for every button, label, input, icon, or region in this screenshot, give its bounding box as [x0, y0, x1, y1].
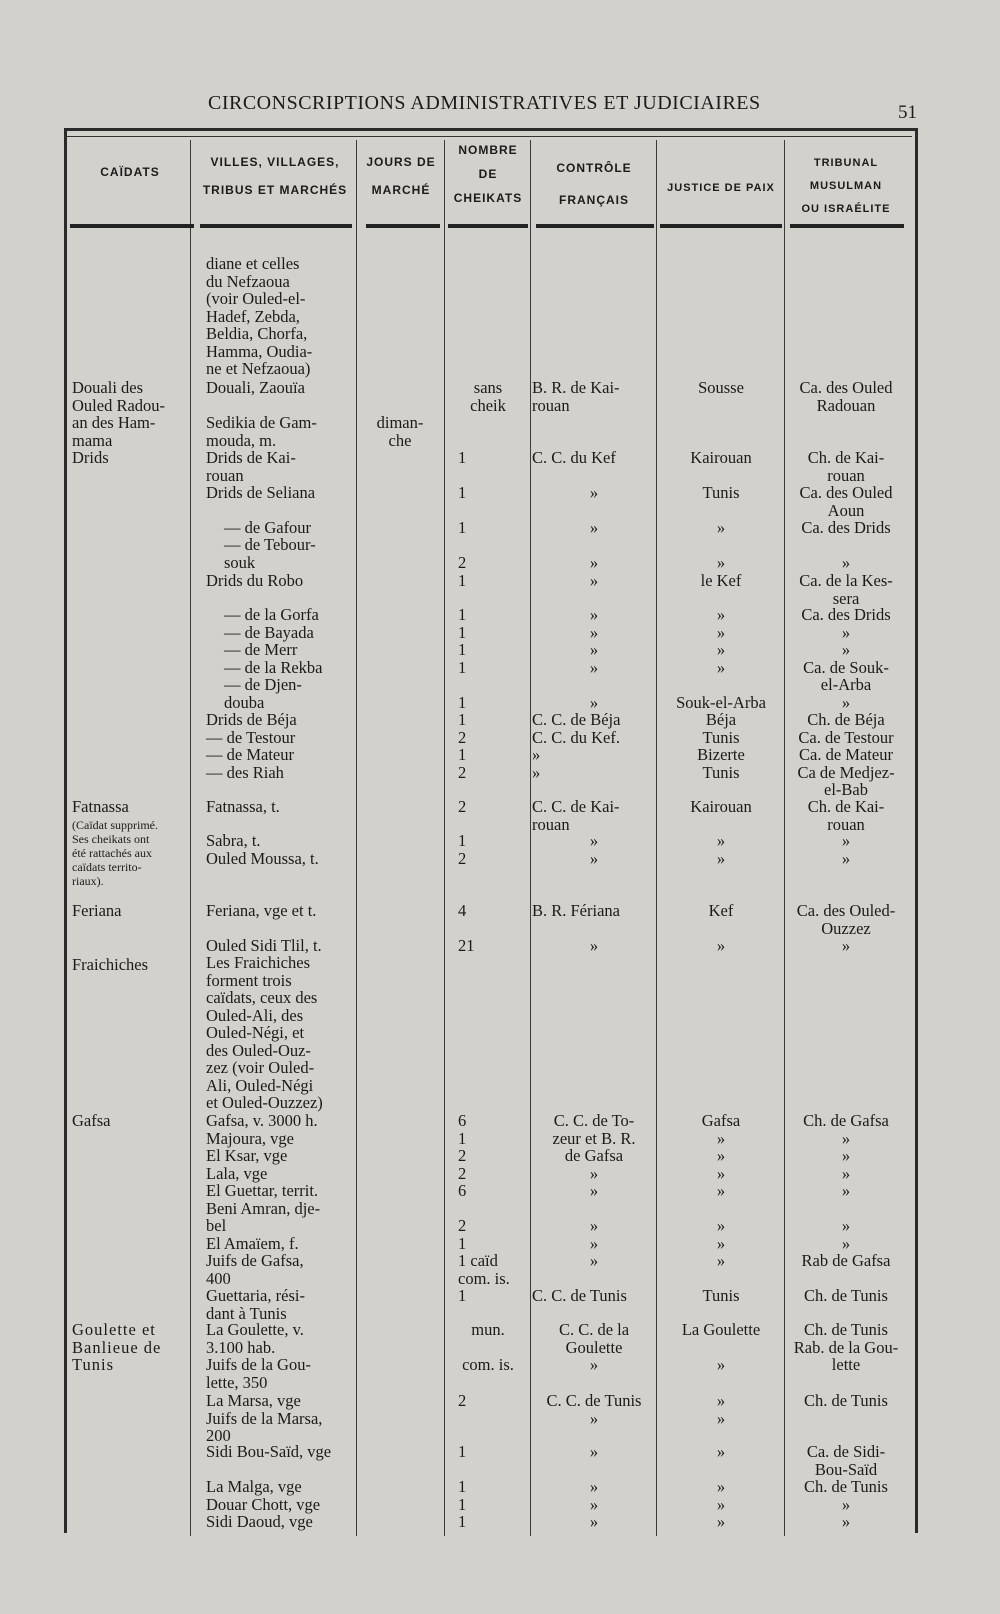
cell-jours: diman- che	[376, 413, 424, 450]
cell-tribunal: Ca. des Ouled Radouan	[799, 378, 893, 415]
cell-nombre: mun. com. is.	[462, 1320, 514, 1374]
header-villes: VILLES, VILLAGES, TRIBUS ET MARCHÉS	[202, 155, 348, 197]
column-divider	[356, 140, 357, 1536]
cell-justice: Tunis	[702, 1286, 740, 1305]
cell-nombre: 1 1 1 1	[458, 605, 467, 677]
cell-tribunal: Ch. de Tunis	[804, 1286, 888, 1305]
cell-villes: Sidi Bou-Saïd, vge	[206, 1442, 332, 1461]
cell-villes: Feriana, vge et t.	[206, 901, 317, 920]
cell-justice: » » » »	[716, 605, 726, 677]
cell-nombre: 2	[458, 1391, 467, 1410]
cell-nombre: 1	[458, 518, 467, 537]
header-rule	[536, 224, 654, 228]
cell-villes: Sabra, t. Ouled Moussa, t.	[206, 831, 319, 868]
header-rule	[448, 224, 528, 228]
cell-nombre: 1	[458, 571, 467, 590]
cell-controle: »	[589, 552, 599, 572]
cell-villes: Douali, Zaouïa Sedikia de Gam- mouda, m.	[206, 378, 317, 450]
cell-controle: C. C. de Kai- rouan	[532, 797, 620, 834]
cell-nombre: 1	[458, 692, 467, 712]
cell-caidat: Douali des Ouled Radou- an des Ham- mama	[72, 378, 166, 450]
cell-villes: Fatnassa, t.	[206, 797, 280, 816]
cell-nombre: 4	[458, 901, 467, 920]
cell-tribunal: Ch. de Gafsa » » » » » » Rab de Gafsa	[801, 1111, 891, 1270]
cell-justice: La Goulette »	[681, 1320, 761, 1374]
cell-tribunal: Ca. de la Kes- sera	[799, 571, 893, 608]
cell-villes: — de Tebour- souk	[224, 535, 316, 572]
cell-caidat-note: (Caïdat supprimé. Ses cheikats ont été rattachés aux caïdats territo- riaux).	[72, 818, 158, 888]
column-divider	[784, 140, 785, 1536]
cell-villes: Drids de Kai- rouan	[206, 448, 296, 485]
cell-villes: Drids de Béja — de Testour — de Mateur — des Riah	[206, 710, 297, 782]
cell-justice: »	[716, 936, 726, 955]
cell-villes: La Goulette, v. 3.100 hab. Juifs de la Gou- lette, 350	[206, 1320, 311, 1392]
cell-tribunal: Ca. des Drids	[801, 518, 891, 537]
cell-villes: Ouled Sidi Tlil, t.	[206, 936, 322, 955]
cell-justice: Sousse	[698, 378, 744, 397]
cell-tribunal: Ch. de Tunis	[804, 1391, 888, 1410]
cell-tribunal: »	[841, 552, 851, 572]
cell-tribunal: » »	[841, 831, 851, 868]
cell-caidat: Fatnassa	[72, 797, 129, 816]
cell-justice: Kairouan	[690, 448, 752, 467]
cell-villes: — de Djen- douba	[224, 675, 302, 712]
running-title: CIRCONSCRIPTIONS ADMINISTRATIVES ET JUDICIAIRES	[208, 92, 761, 114]
cell-nombre: 1	[458, 483, 467, 502]
cell-villes: La Malga, vge Douar Chott, vge Sidi Daoud, vge	[206, 1477, 321, 1531]
cell-villes: Gafsa, v. 3000 h. Majoura, vge El Ksar, vge Lala, vge El Guettar, territ. Beni Amran, dje- bel El Amaïem, f. Juifs de Gafsa, 400	[206, 1111, 321, 1288]
cell-justice: Kef	[708, 901, 734, 920]
cell-controle: C. C. de la Goulette »	[558, 1320, 630, 1374]
header-rule	[200, 224, 352, 228]
cell-controle: »	[589, 518, 599, 537]
cell-caidat: Feriana	[72, 901, 122, 920]
cell-villes: Drids de Seliana	[206, 483, 316, 502]
cell-controle: »	[589, 483, 599, 502]
cell-justice: Kairouan	[690, 797, 752, 816]
cell-nombre: 1 2 1 2	[458, 710, 467, 782]
cell-nombre: 1	[458, 448, 467, 467]
cell-justice: Tunis	[702, 483, 740, 502]
table-frame-inner-line	[64, 136, 912, 137]
header-caidats: CAÏDATS	[100, 165, 160, 179]
cell-nombre: sans cheik	[470, 378, 506, 415]
cell-tribunal: Ca. de Sidi- Bou-Saïd	[806, 1442, 886, 1479]
cell-controle: »	[589, 936, 599, 955]
cell-justice: »	[716, 1442, 726, 1461]
cell-controle: C. C. du Kef	[532, 448, 616, 467]
header-rule	[70, 224, 194, 228]
cell-nombre: 1	[458, 1286, 467, 1305]
cell-justice: le Kef	[700, 571, 742, 590]
cell-caidat: Fraichiches	[72, 955, 149, 974]
cell-tribunal: Ca. des Ouled- Ouzzez	[796, 901, 896, 938]
cell-nombre: 1	[458, 1442, 467, 1461]
cell-tribunal: »	[841, 692, 851, 712]
cell-villes: Drids du Robo	[206, 571, 304, 590]
cell-controle: C. C. de Tunis »	[546, 1391, 642, 1428]
cell-villes: — de la Gorfa — de Bayada — de Merr — de la Rekba	[224, 605, 323, 677]
cell-controle: » » » »	[589, 605, 599, 677]
cell-justice: » »	[716, 1391, 726, 1428]
cell-tribunal: Ch. de Béja Ca. de Testour Ca. de Mateur Ca de Medjez- el-Bab	[797, 710, 895, 799]
cell-nombre: 1 2	[458, 831, 467, 868]
cell-nombre: 2	[458, 552, 467, 572]
cell-tribunal: Ch. de Kai- rouan	[807, 448, 885, 485]
cell-caidat: Gafsa	[72, 1111, 111, 1130]
cell-controle: C. C. de Tunis	[532, 1286, 627, 1305]
cell-villes: diane et celles du Nefzaoua (voir Ouled-el- Hadef, Zebda, Beldia, Chorfa, Hamma, Oudia- ne et Nefzaoua)	[206, 254, 313, 378]
cell-controle: B. R. Fériana	[532, 901, 620, 920]
cell-controle: » »	[589, 831, 599, 868]
cell-justice: » »	[716, 831, 726, 868]
cell-controle: B. R. de Kai- rouan	[532, 378, 620, 415]
cell-tribunal: Ch. de Tunis Rab. de la Gou- lette	[793, 1320, 899, 1374]
cell-villes: Guettaria, rési- dant à Tunis	[206, 1286, 305, 1323]
header-rule	[790, 224, 904, 228]
header-tribunal: TRIBUNAL MUSULMAN OU ISRAÉLITE	[801, 157, 891, 215]
header-rule	[660, 224, 782, 228]
cell-villes: Les Fraichiches forment trois caïdats, ceux des Ouled-Ali, des Ouled-Négi, et des Ouled-Ouz- zez (voir Ouled- Ali, Ouled-Négi et Ouled-Ouzzez)	[206, 953, 323, 1112]
cell-tribunal: Ch. de Kai- rouan	[807, 797, 885, 834]
cell-caidat: Goulette et Banlieue de Tunis	[72, 1320, 162, 1374]
cell-tribunal: Ch. de Tunis » »	[804, 1477, 888, 1531]
cell-controle: » » »	[589, 1477, 599, 1531]
header-controle: CONTRÔLE FRANÇAIS	[556, 161, 632, 207]
header-justice: JUSTICE DE PAIX	[667, 182, 775, 194]
cell-controle: C. C. de Béja C. C. du Kef. » »	[532, 710, 621, 782]
page-number: 51	[898, 102, 917, 123]
cell-justice: Béja Tunis Bizerte Tunis	[697, 710, 745, 782]
cell-nombre: 21	[458, 936, 475, 955]
cell-controle: »	[589, 692, 599, 712]
cell-justice: »	[716, 552, 726, 572]
cell-controle: C. C. de To- zeur et B. R. de Gafsa » » » » »	[552, 1111, 636, 1270]
cell-villes: — de Gafour	[224, 518, 312, 537]
cell-tribunal: Ca. des Drids » » Ca. de Souk- el-Arba	[801, 605, 891, 694]
cell-controle: »	[589, 571, 599, 590]
cell-justice: Gafsa » » » » » » »	[701, 1111, 741, 1270]
cell-tribunal: Ca. des Ouled Aoun	[799, 483, 893, 520]
column-divider	[656, 140, 657, 1536]
cell-caidat: Drids	[72, 448, 109, 467]
header-rule	[366, 224, 440, 228]
cell-nombre: 1 1 1	[458, 1477, 467, 1531]
cell-nombre: 6 1 2 2 6 2 1 1 caïd com. is.	[458, 1111, 510, 1288]
cell-villes: La Marsa, vge Juifs de la Marsa, 200	[206, 1391, 323, 1445]
cell-justice: » » »	[716, 1477, 726, 1531]
cell-tribunal: »	[841, 936, 851, 955]
cell-justice: Souk-el-Arba	[676, 692, 766, 712]
cell-nombre: 2	[458, 797, 467, 816]
cell-controle: »	[589, 1442, 599, 1461]
header-nombre: NOMBRE DE CHEIKATS	[453, 143, 523, 205]
header-jours: JOURS DE MARCHÉ	[366, 155, 436, 197]
cell-justice: »	[716, 518, 726, 537]
